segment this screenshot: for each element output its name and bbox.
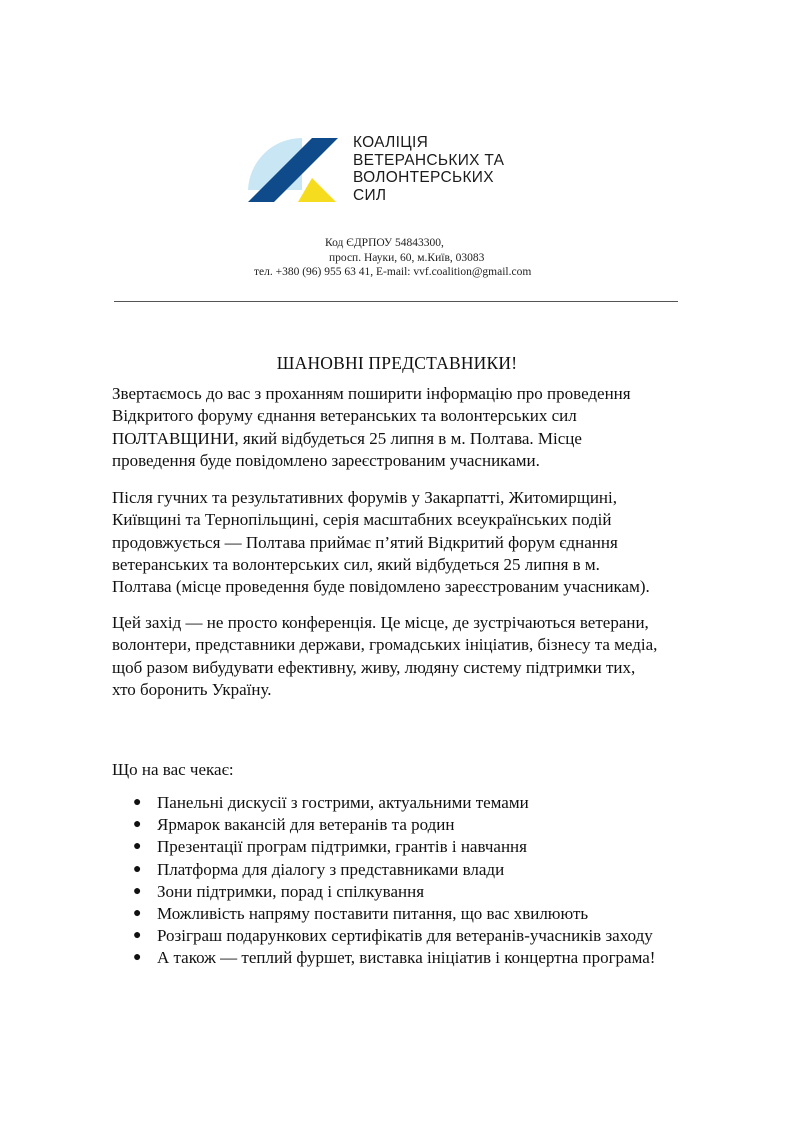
bullet-icon: ● xyxy=(133,839,142,855)
paragraph-line: продовжується — Полтава приймає п’ятий Відкритий форум єднання xyxy=(112,532,618,552)
list-item xyxy=(133,792,655,814)
coalition-logo xyxy=(246,132,516,208)
paragraph-line: Після гучних та результативних форумів у Закарпатті, Житомирщині, xyxy=(112,488,617,507)
header-divider xyxy=(114,301,678,302)
list-item xyxy=(133,881,655,903)
list-item xyxy=(133,903,655,925)
paragraph-line: щоб разом вибудувати ефективну, живу, людяну систему підтримки тих, xyxy=(112,657,636,677)
paragraph-line: Цей захід — не просто конференція. Це місце, де зустрічаються ветерани, xyxy=(112,613,649,632)
logo-line: КОАЛІЦІЯ xyxy=(353,134,429,151)
list-item-text: Платформа для діалогу з представниками влади xyxy=(157,859,505,879)
paragraph-line: хто боронить Україну. xyxy=(112,679,272,699)
logo-line: ВОЛОНТЕРСЬКИХ xyxy=(353,169,494,186)
list-title: Що на вас чекає: xyxy=(112,760,234,779)
bullet-icon: ● xyxy=(133,795,142,810)
paragraph-line: волонтери, представники держави, громадських ініціатив, бізнесу та медіа, xyxy=(112,635,658,655)
bullet-icon: ● xyxy=(133,883,142,899)
bullet-icon: ● xyxy=(133,861,142,877)
bullet-icon: ● xyxy=(133,950,142,966)
coalition-emblem-icon xyxy=(246,136,346,208)
paragraph-line: ветеранських та волонтерських сил, який відбудеться 25 липня в м. xyxy=(112,554,600,574)
list-item xyxy=(133,947,655,969)
paragraph-line: Київщині та Тернопільщині, серія масштабних всеукраїнських подій xyxy=(112,510,612,530)
phone-email: тел. +380 (96) 955 63 41, E-mail: vvf.coalition@gmail.com xyxy=(254,266,532,278)
paragraph-line: проведення буде повідомлено зареєстрованим учасниками. xyxy=(112,450,540,470)
paragraph-1 xyxy=(112,383,692,472)
features-list xyxy=(133,792,655,970)
list-item xyxy=(133,859,655,881)
logo-line: ВЕТЕРАНСЬКИХ ТА xyxy=(353,151,505,169)
paragraph-line: Звертаємось до вас з проханням поширити інформацію про проведення xyxy=(112,384,631,403)
list-item-text: Ярмарок вакансій для ветеранів та родин xyxy=(157,815,455,835)
list-item-text: Зони підтримки, порад і спілкування xyxy=(157,881,425,901)
salutation: ШАНОВНІ ПРЕДСТАВНИКИ! xyxy=(276,353,518,373)
registration-code: Код ЄДРПОУ 54843300, xyxy=(325,237,444,249)
list-item-text: Панельні дискусії з гострими, актуальними темами xyxy=(157,793,529,812)
logo-wordmark xyxy=(353,134,504,204)
paragraph-line: Полтава (місце проведення буде повідомлено зареєстрованим учасникам). xyxy=(112,577,650,597)
paragraph-3 xyxy=(112,612,692,701)
paragraph-line: Відкритого форуму єднання ветеранських та волонтерських сил xyxy=(112,406,577,426)
bullet-icon: ● xyxy=(133,817,142,833)
list-item xyxy=(133,814,655,836)
list-item-text: Презентації програм підтримки, грантів і навчання xyxy=(157,837,527,857)
list-item-text: Розіграш подарункових сертифікатів для ветеранів-учасників заходу xyxy=(157,926,653,946)
list-item xyxy=(133,925,655,947)
list-item xyxy=(133,836,655,858)
address: просп. Науки, 60, м.Київ, 03083 xyxy=(329,252,485,264)
bullet-icon: ● xyxy=(133,928,142,944)
yellow-triangle-shape xyxy=(298,178,336,202)
bullet-icon: ● xyxy=(133,906,142,922)
list-item-text: А також — теплий фуршет, виставка ініціатив і концертна програма! xyxy=(157,948,656,968)
paragraph-2 xyxy=(112,487,692,598)
logo-line: СИЛ xyxy=(353,186,387,204)
paragraph-line: ПОЛТАВЩИНИ, який відбудеться 25 липня в м. Полтава. Місце xyxy=(112,428,582,448)
list-item-text: Можливість напряму поставити питання, що вас хвилюють xyxy=(157,904,589,924)
